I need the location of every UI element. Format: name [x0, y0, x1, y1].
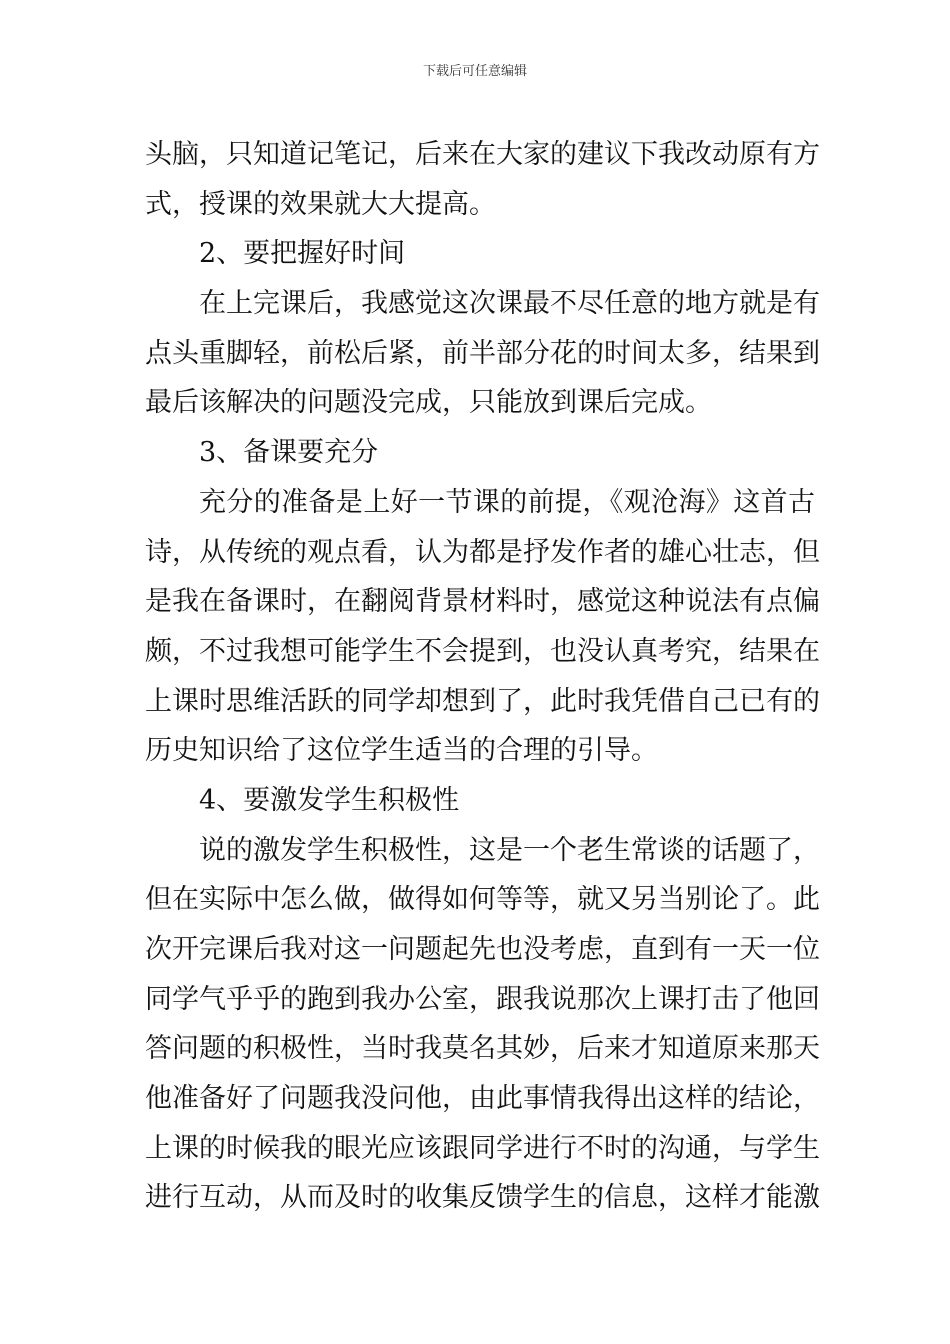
text-line: 次开完课后我对这一问题起先也没考虑，直到有一天一位 [145, 934, 820, 965]
text-line: 他准备好了问题我没问他，由此事情我得出这样的结论， [145, 1083, 820, 1115]
text-line: 说的激发学生积极性，这是一个老生常谈的话题了， [199, 834, 820, 866]
section-heading: 3、备课要充分 [199, 437, 379, 469]
text-line: 是我在备课时，在翻阅背景材料时，感觉这种说法有点偏 [145, 586, 820, 618]
text-line: 上课时思维活跃的同学却想到了，此时我凭借自己已有的 [145, 685, 820, 717]
section-heading: 2、要把握好时间 [199, 238, 406, 270]
text-line: 充分的准备是上好一节课的前提，《观沧海》这首古 [199, 486, 815, 518]
text-line: 点头重脚轻，前松后紧，前半部分花的时间太多，结果到 [145, 337, 820, 369]
text-line: 头脑，只知道记笔记，后来在大家的建议下我改动原有方 [145, 139, 820, 170]
document-body [145, 130, 820, 1223]
page-header: 下载后可任意编辑 [422, 64, 527, 79]
text-line: 上课的时候我的眼光应该跟同学进行不时的沟通，与学生 [145, 1132, 820, 1164]
text-line: 式，授课的效果就大大提高。 [145, 188, 496, 220]
text-line: 同学气乎乎的跑到我办公室，跟我说那次上课打击了他回 [145, 983, 820, 1015]
text-line: 但在实际中怎么做，做得如何等等，就又另当别论了。此 [145, 884, 820, 916]
text-line: 答问题的积极性，当时我莫名其妙，后来才知道原来那天 [145, 1033, 820, 1065]
text-line: 进行互动，从而及时的收集反馈学生的信息，这样才能激 [145, 1182, 820, 1214]
text-line: 历史知识给了这位学生适当的合理的引导。 [145, 735, 658, 767]
text-line: 在上完课后，我感觉这次课最不尽任意的地方就是有 [199, 288, 820, 320]
text-line: 颇，不过我想可能学生不会提到，也没认真考究，结果在 [145, 635, 820, 667]
section-heading: 4、要激发学生积极性 [199, 784, 460, 816]
text-line: 诗，从传统的观点看，认为都是抒发作者的雄心壮志，但 [145, 536, 820, 568]
text-line: 最后该解决的问题没完成，只能放到课后完成。 [145, 387, 712, 419]
